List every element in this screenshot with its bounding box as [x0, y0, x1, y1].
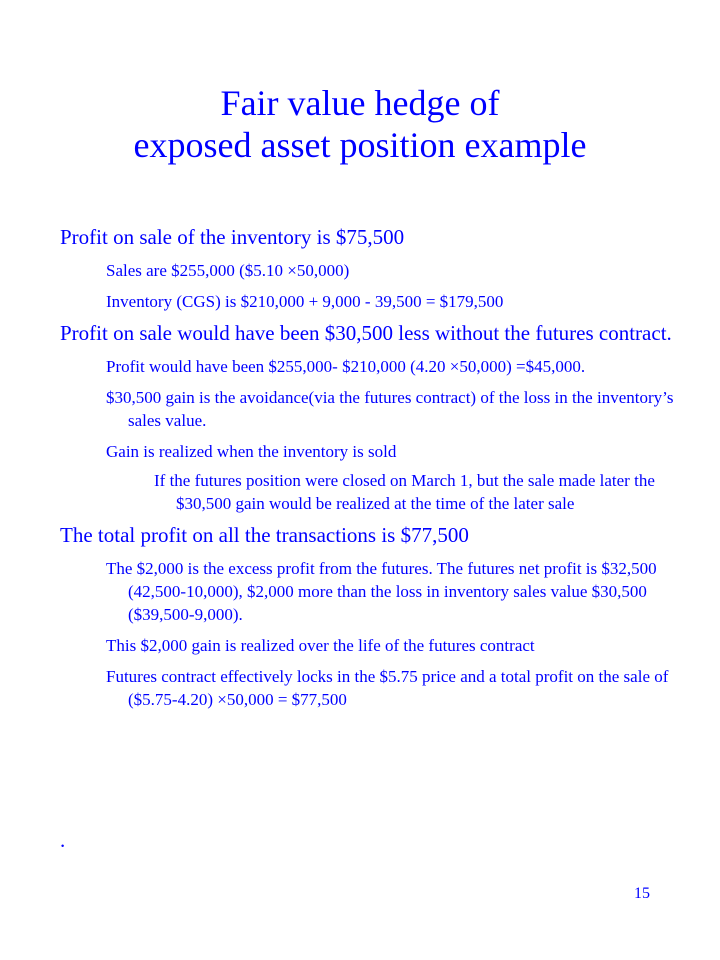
sub-bullet-gain-avoidance: $30,500 gain is the avoidance(via the futures contract) of the loss in the inventory’s sales value. — [106, 388, 674, 430]
slide-body — [60, 223, 680, 711]
slide-title-line-2: exposed asset position example — [133, 125, 587, 165]
sub-bullet-profit-would-have-been: Profit would have been $255,000- $210,000 (4.20 ×50,000) =$45,000. — [106, 357, 586, 376]
bullet-total-profit: The total profit on all the transactions is $77,500 — [60, 523, 469, 547]
sub-bullet-gain-realized: Gain is realized when the inventory is sold — [106, 442, 397, 461]
sub-bullet-sales: Sales are $255,000 ($5.10 ×50,000) — [106, 261, 350, 280]
sub-sub-bullet-futures-closed: If the futures position were closed on March 1, but the sale made later the $30,500 gain would be realized at the time of the later sale — [154, 471, 655, 513]
bullet-profit-without-futures: Profit on sale would have been $30,500 less without the futures contract. — [60, 321, 672, 345]
trailing-period: . — [60, 828, 66, 852]
slide-title — [0, 82, 720, 166]
sub-bullet-inventory-cgs: Inventory (CGS) is $210,000 + 9,000 - 39,500 = $179,500 — [106, 292, 504, 311]
sub-bullet-excess-profit: The $2,000 is the excess profit from the futures. The futures net profit is $32,500 (42,500-10,000), $2,000 more than the loss in inventory sales value $30,500 ($39,500-9,000). — [106, 559, 657, 624]
sub-bullet-locks-in-price: Futures contract effectively locks in the $5.75 price and a total profit on the sale of ($5.75-4.20) ×50,000 = $77,500 — [106, 667, 669, 709]
page-number: 15 — [634, 885, 650, 902]
sub-bullet-gain-realized-over-life: This $2,000 gain is realized over the life of the futures contract — [106, 636, 535, 655]
slide-title-line-1: Fair value hedge of — [220, 83, 500, 123]
bullet-profit-on-sale: Profit on sale of the inventory is $75,500 — [60, 225, 405, 249]
